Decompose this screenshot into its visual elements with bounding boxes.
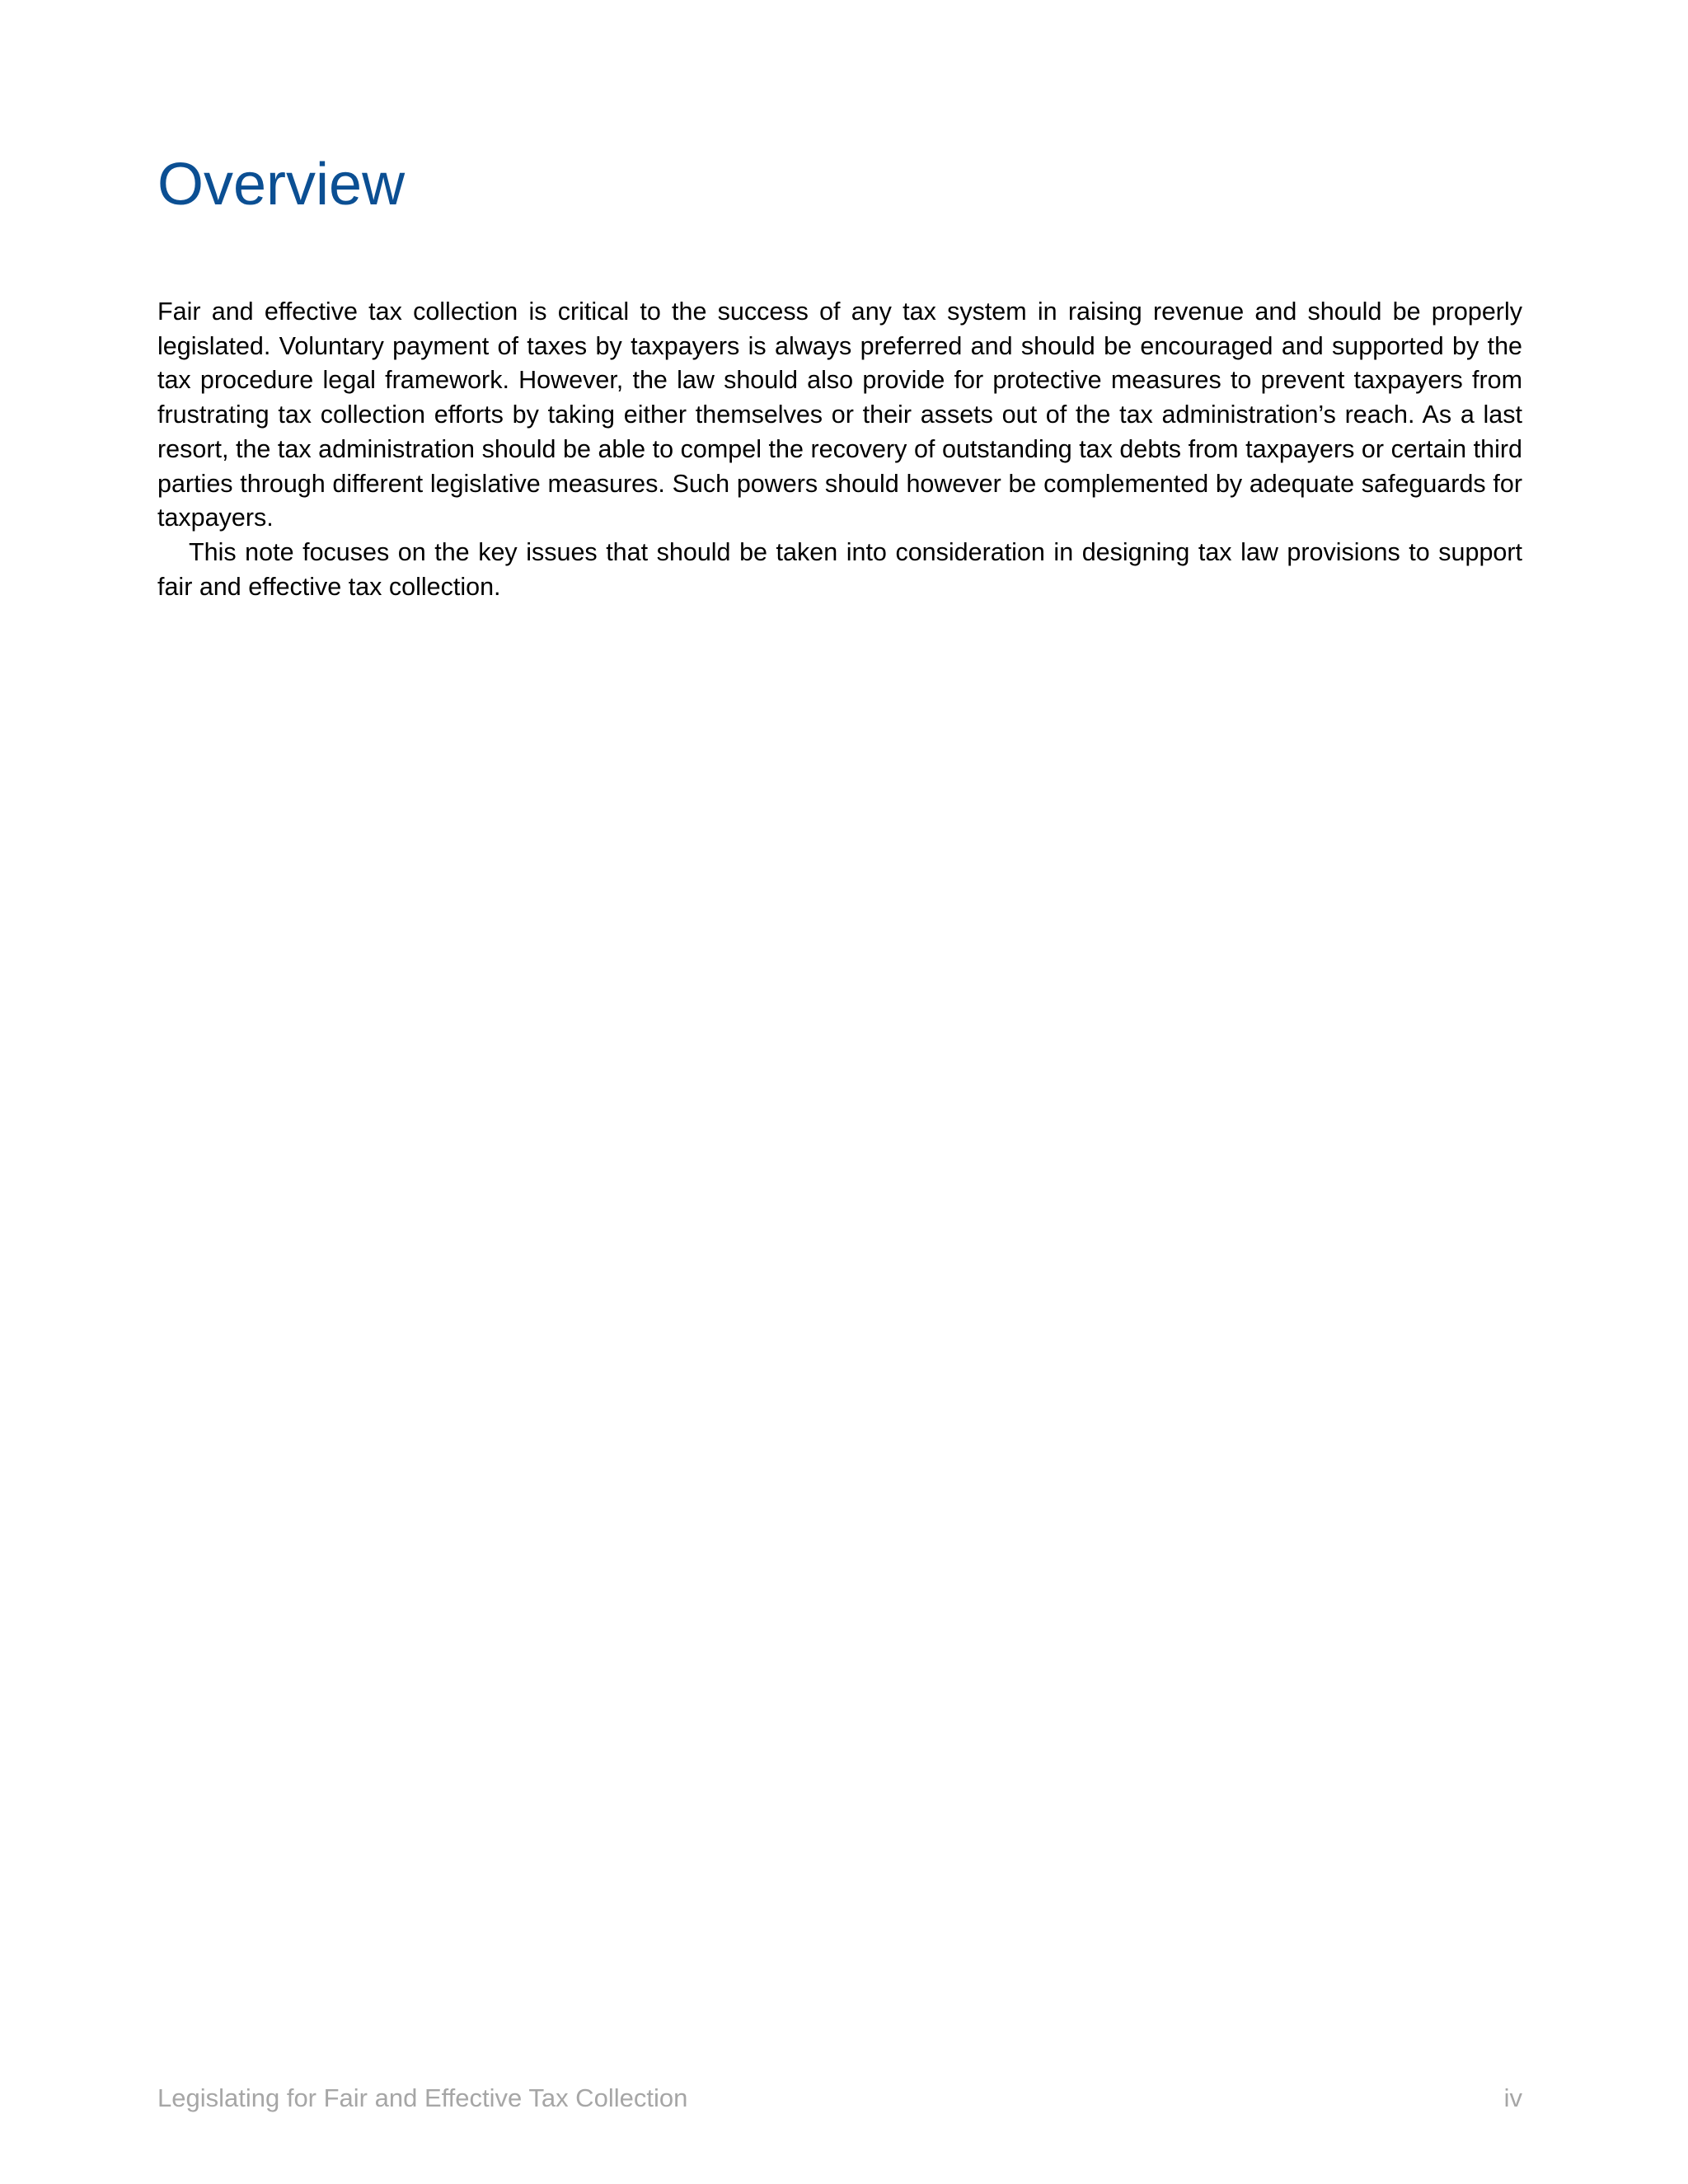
footer-document-title: Legislating for Fair and Effective Tax Collection xyxy=(157,2083,688,2112)
paragraph-focus: This note focuses on the key issues that should be taken into consideration in designing tax law provisions to support fair and effective tax collection. xyxy=(157,537,1522,601)
page-title: Overview xyxy=(157,152,406,218)
footer-page-number: iv xyxy=(1503,2083,1522,2112)
page-footer xyxy=(157,2083,1522,2113)
body-text xyxy=(157,295,1522,604)
paragraph-intro: Fair and effective tax collection is critical to the success of any tax system in raising revenue and should be properly legislated. Voluntary payment of taxes by taxpayers is always preferred and should be encouraged and supported by the tax procedure legal framework. However, the law should also provide for protective measures to prevent taxpayers from frustrating tax collection efforts by taking either themselves or their assets out of the tax administration’s reach. As a last resort, the tax administration should be able to compel the recovery of outstanding tax debts from taxpayers or certain third parties through different legislative measures. Such powers should however be complemented by adequate safeguards for taxpayers. xyxy=(157,298,1522,532)
